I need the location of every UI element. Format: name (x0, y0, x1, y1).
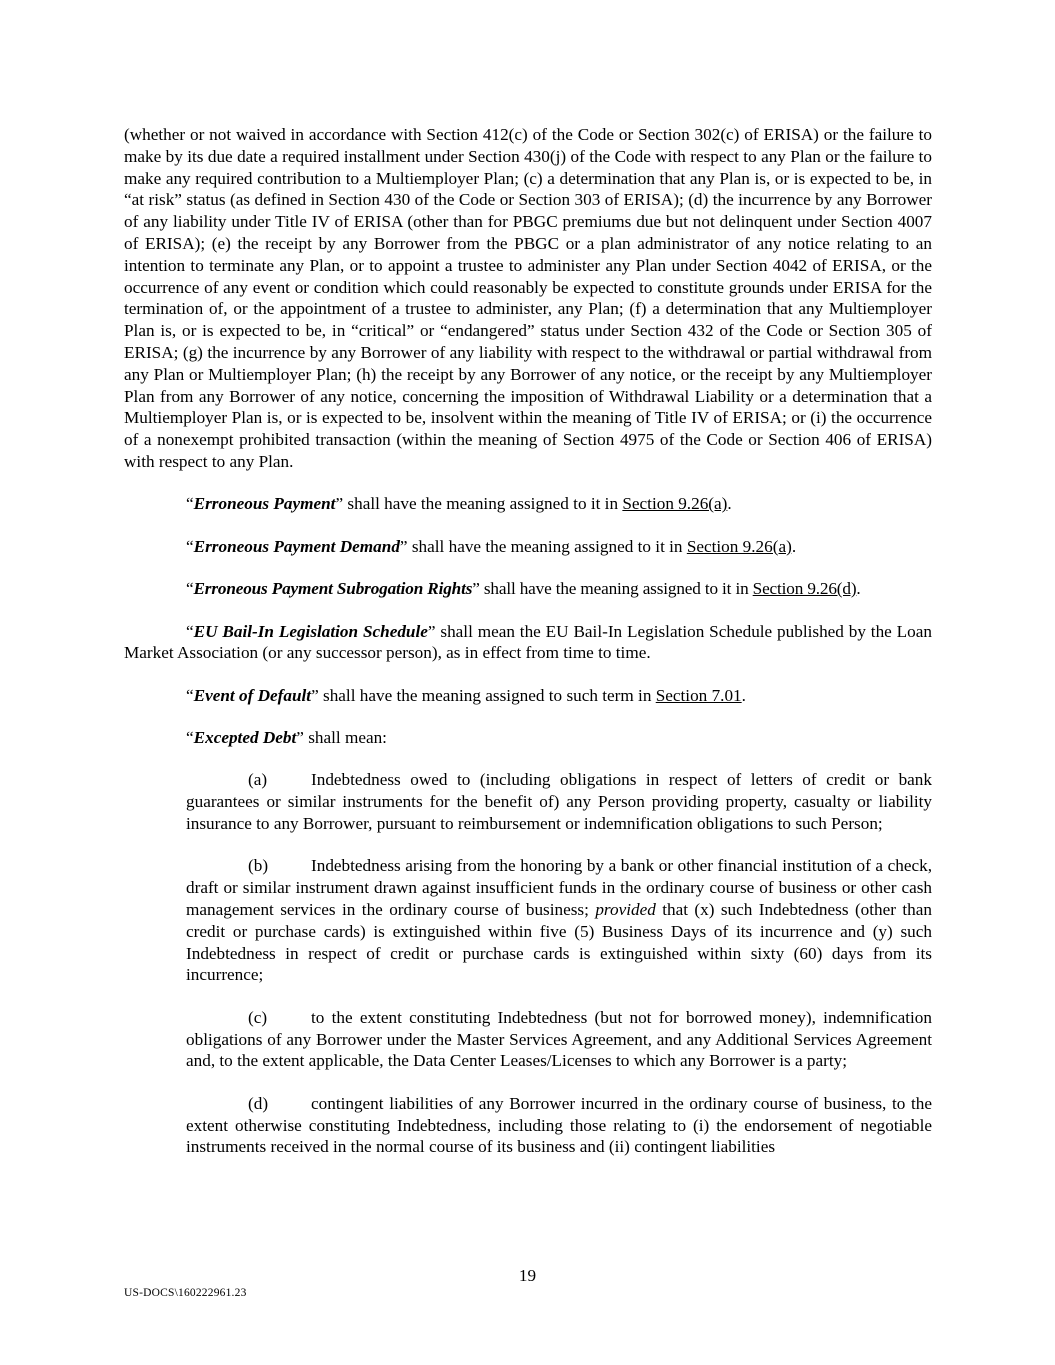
defined-term: Excepted Debt (193, 728, 297, 748)
defined-term: Event of Default (193, 685, 312, 705)
defined-term: EU Bail-In Legislation Schedule (193, 621, 428, 641)
clause-d: (d) contingent liabilities of any Borrower incurred in the ordinary course of business, to the extent otherwise constituting Indebtedness, including those relating to (i) the endorsement of negotiable instruments received in the normal course of its business and (ii) contingent liabilities (186, 1093, 932, 1157)
definition-erroneous-payment-demand: “Erroneous Payment Demand” shall have the meaning assigned to it in Section 9.26(a). (186, 536, 797, 556)
section-reference: Section 9.26(d) (752, 579, 857, 599)
definition-erroneous-payment-subrogation-rights: “Erroneous Payment Subrogation Rights” shall have the meaning assigned to it in Section 9.26(d). (186, 579, 861, 599)
section-reference: Section 7.01 (655, 685, 742, 705)
definition-eu-bail-in-legislation-schedule: “EU Bail-In Legislation Schedule” shall mean the EU Bail-In Legislation Schedule published by the Loan Market Association (or any successor person), as in effect from time to time. (124, 621, 932, 663)
defined-term: Erroneous Payment (193, 494, 336, 514)
definition-erroneous-payment: “Erroneous Payment” shall have the meaning assigned to it in Section 9.26(a). (186, 494, 732, 514)
clause-b: (b) Indebtedness arising from the honoring by a bank or other financial institution of a check, draft or similar instrument drawn against insufficient funds in the ordinary course of business or other cash management services in the ordinary course of business; provided that (x) such Indebtedness (other than credit or purchase cards) is extinguished within five (5) Business Days of its incurrence and (y) such Indebtedness in respect of credit or purchase cards is extinguished within sixty (60) days from its incurrence; (186, 856, 932, 985)
document-page (124, 124, 932, 1158)
section-reference: Section 9.26(a) (622, 494, 728, 514)
page-number: 19 (518, 1266, 537, 1285)
continuation-paragraph: (whether or not waived in accordance with Section 412(c) of the Code or Section 302(c) of ERISA) or the failure to make by its due date a required installment under Section 430(j) of the Code with respect to any Plan or the failure to make any required contribution to a Multiemployer Plan; (c) a determination that any Plan is, or is expected to be, in “at risk” status (as defined in Section 430 of the Code or Section 303 of ERISA); (d) the incurrence by any Borrower of any liability under Title IV of ERISA (other than for PBGC premiums due but not delinquent under Section 4007 of ERISA); (e) the receipt by any Borrower from the PBGC or a plan administrator of any notice relating to an intention to terminate any Plan, or to appoint a trustee to administer any Plan under Section 4042 of ERISA, or the occurrence of any event or condition which could reasonably be expected to constitute grounds under ERISA for the termination of, or the appointment of a trustee to administer, any Plan; (f) a determination that any Multiemployer Plan is, or is expected to be, in “critical” or “endangered” status under Section 432 of the Code or Section 305 of ERISA; (g) the incurrence by any Borrower of any liability with respect to the withdrawal or partial withdrawal from any Plan or Multiemployer Plan; (h) the receipt by any Borrower of any notice, or the receipt by any Multiemployer Plan from any Borrower of any notice, concerning the imposition of Withdrawal Liability or a determination that a Multiemployer Plan is, or is expected to be, insolvent within the meaning of Title IV of ERISA; or (i) the occurrence of a nonexempt prohibited transaction (within the meaning of Section 4975 of the Code or Section 406 of ERISA) with respect to any Plan. (124, 125, 932, 471)
clause-label: (c) (248, 1007, 268, 1027)
clause-label: (d) (248, 1093, 269, 1113)
defined-term: Erroneous Payment Demand (193, 536, 400, 556)
clause-label: (b) (248, 856, 269, 876)
definition-excepted-debt: “Excepted Debt” shall mean: (186, 728, 387, 748)
clause-a: (a) Indebtedness owed to (including obligations in respect of letters of credit or bank guarantees or similar instruments for the benefit of) any Person providing property, casualty or liability insurance to any Borrower, pursuant to reimbursement or indemnification obligations to such Person; (186, 770, 932, 834)
section-reference: Section 9.26(a) (686, 536, 792, 556)
clause-c: (c) to the extent constituting Indebtedness (but not for borrowed money), indemnification obligations of any Borrower under the Master Services Agreement, and any Additional Services Agreement and, to the extent applicable, the Data Center Leases/Licenses to which any Borrower is a party; (186, 1007, 932, 1071)
defined-term: Erroneous Payment Subrogation Rights (193, 579, 473, 599)
clause-label: (a) (248, 770, 268, 790)
definition-event-of-default: “Event of Default” shall have the meaning assigned to such term in Section 7.01. (186, 685, 746, 705)
italic-provided: provided (595, 900, 656, 920)
document-code: US-DOCS\160222961.23 (124, 1287, 247, 1299)
